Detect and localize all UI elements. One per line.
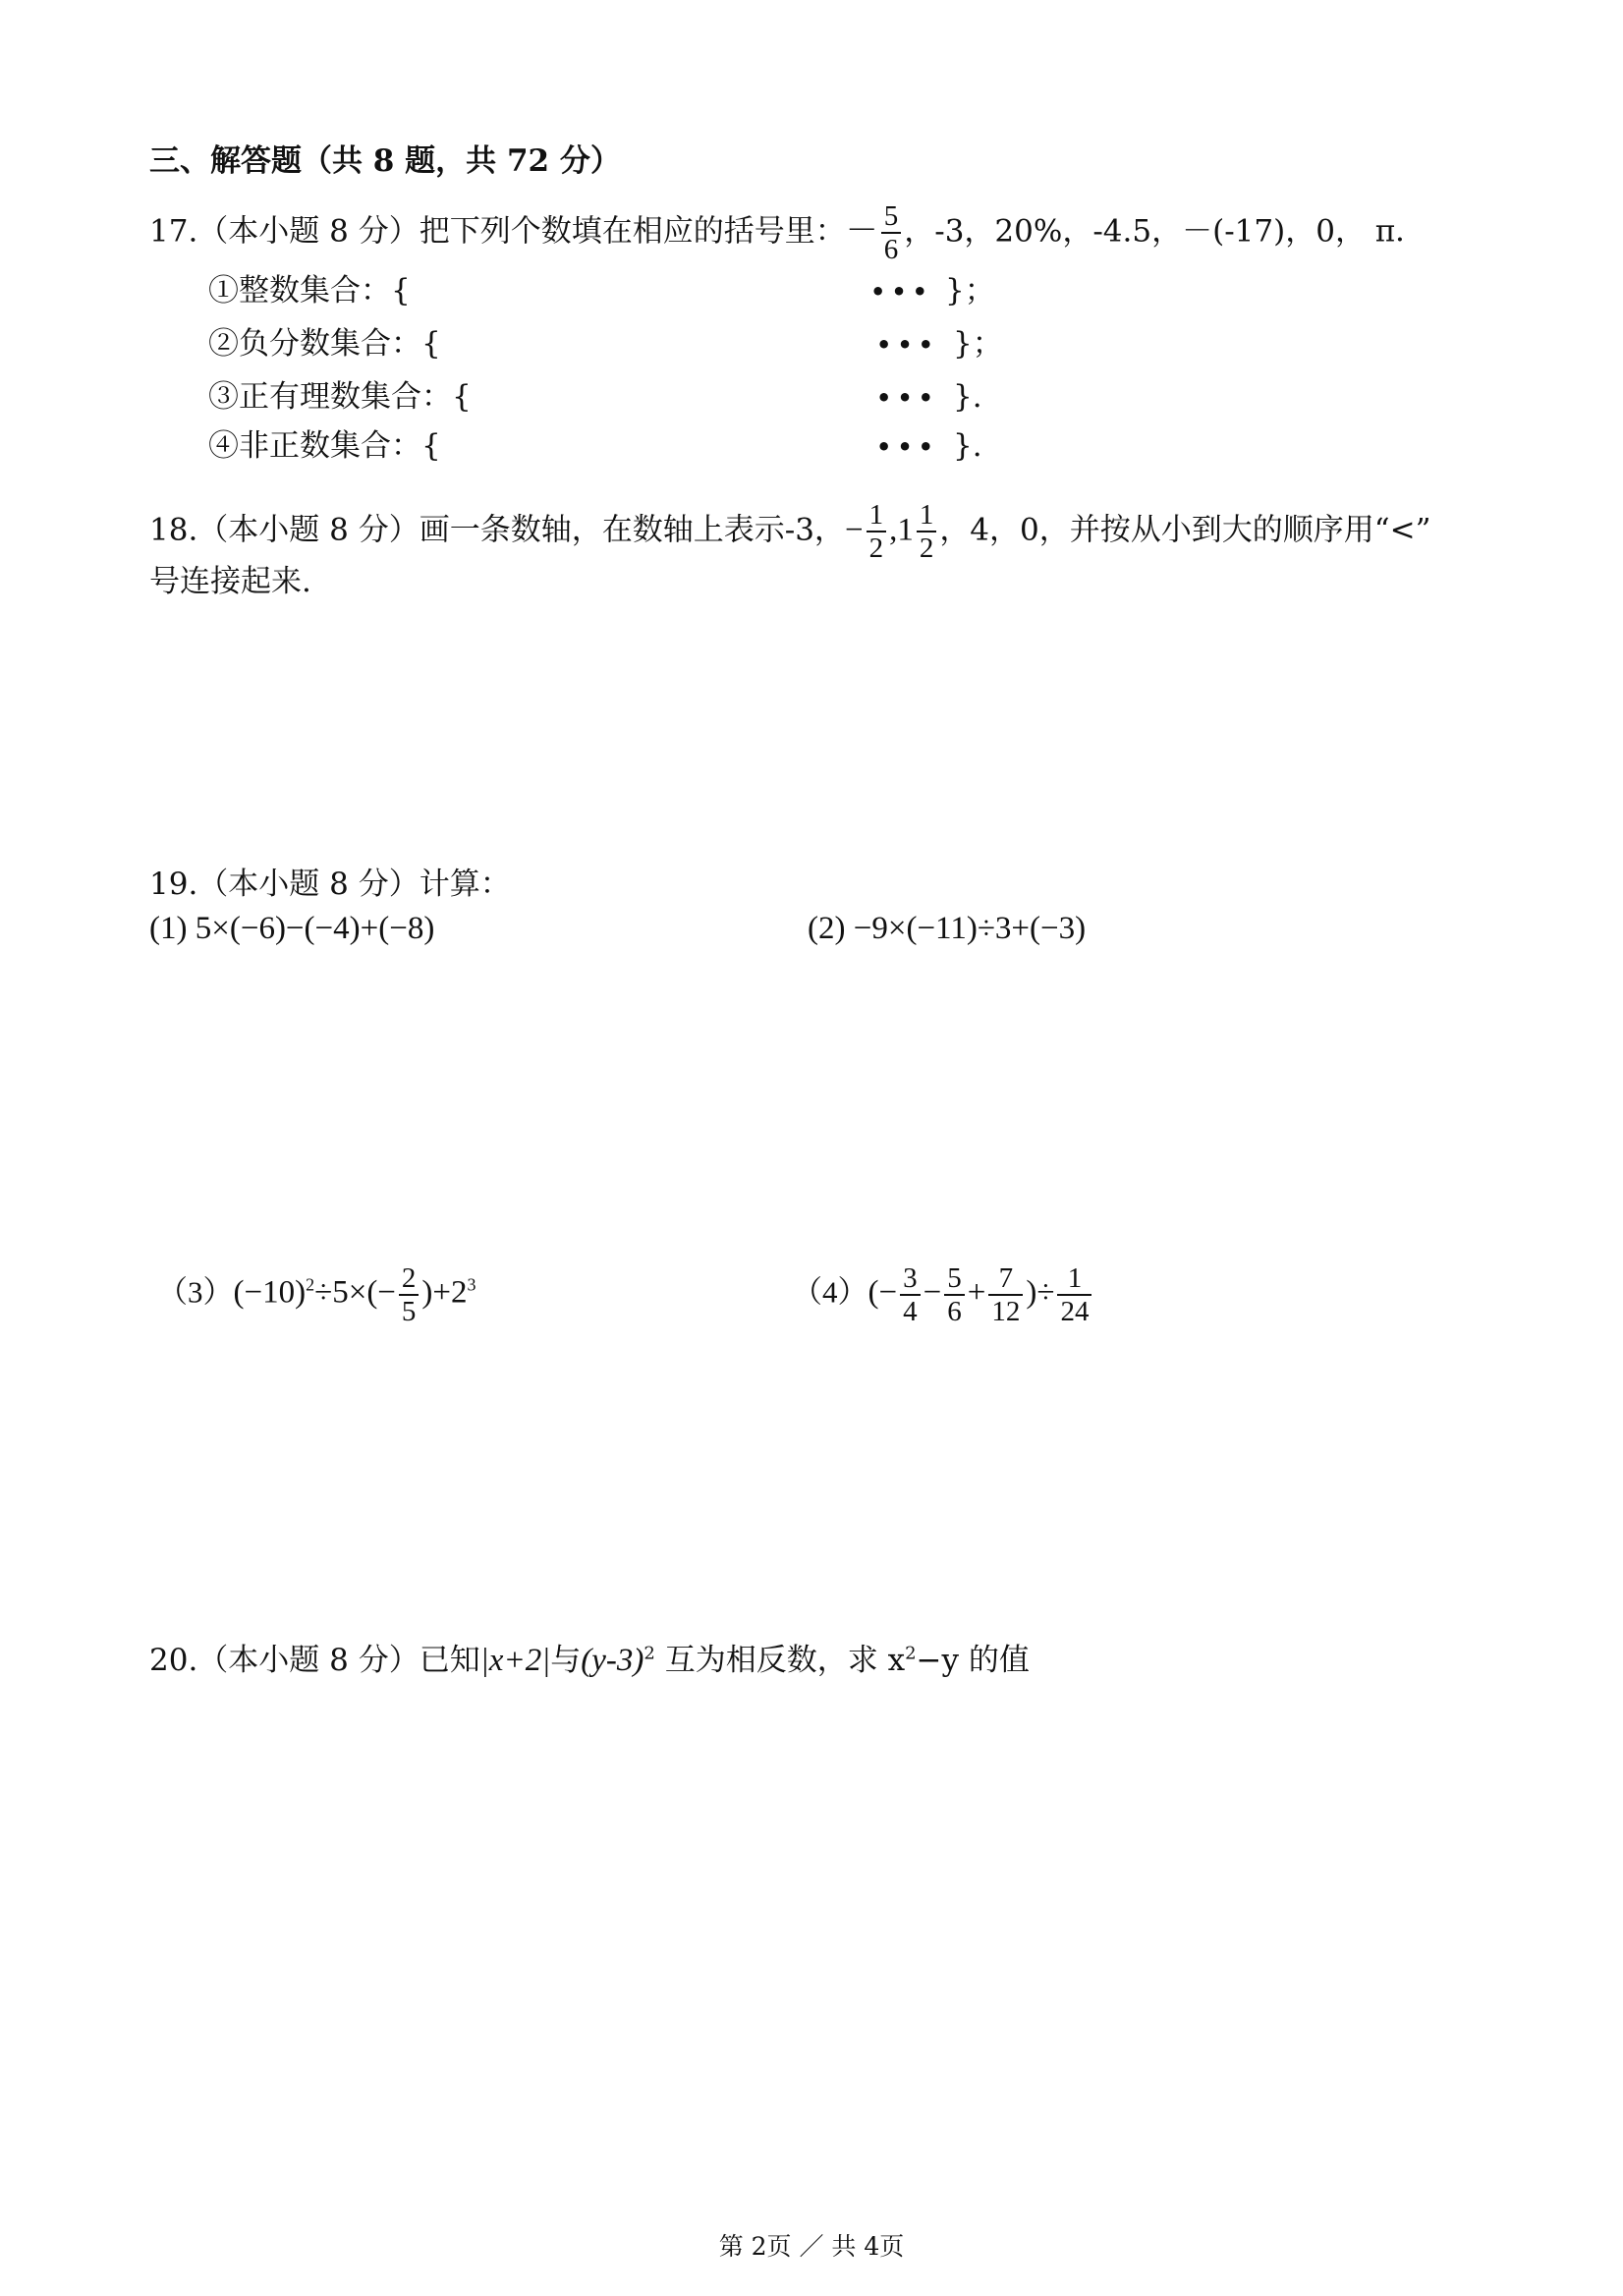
q19-p4-frac2 [944,1262,965,1327]
q17-fraction [881,200,902,265]
q19-p4-label: （4） [792,1274,868,1310]
q20-rest: 互为相反数，求 x [664,1643,906,1678]
q19-p4-f2-den: 6 [947,1296,962,1327]
set-positive-rational-ellipsis: ••• [876,384,940,412]
q20-square-expr: (y-3) [581,1643,644,1678]
set-integer-label: ①整数集合：{ [208,273,411,308]
q19-part3 [157,1262,476,1327]
q19-p3-tail: )+2 [421,1274,468,1311]
q18-mixed-whole: 1 [897,512,914,548]
question-20 [149,1641,1030,1680]
set-negative-fraction-label: ②负分数集合：{ [208,326,441,362]
q18-rest: ，4，0，并按从小到大的顺序用“<” [939,512,1431,548]
set-integer-ellipsis: ••• [870,278,934,306]
q19-p3-frac-den: 5 [401,1296,417,1327]
q20-mid: 与 [550,1643,582,1678]
q17-frac-num: 5 [881,200,902,234]
set-positive-rational-close: }. [953,379,982,415]
q18-f1-num: 1 [867,499,887,532]
q18-line2: 号连接起来. [149,564,311,599]
q19-p4-op2: + [967,1274,986,1311]
set-non-positive-label: ④非正数集合：{ [208,428,441,464]
q19-part2 [808,909,1086,948]
q19-p2-expr: −9×(−11)÷3+(−3) [853,911,1087,946]
question-19: 19.（本小题 8 分）计算： [149,867,511,902]
q18-fraction-half [867,499,887,564]
q19-p3-mid: ÷5×(− [314,1274,396,1311]
set-negative-fraction-close: }； [953,326,1003,362]
set-non-positive-ellipsis: ••• [876,433,940,461]
set-integer-close: }； [945,273,995,308]
q19-p4-frac1 [900,1262,921,1327]
section-title: 三、解答题（共 8 题，共 72 分） [149,143,621,179]
q18-label: 18.（本小题 8 分）画一条数轴，在数轴上表示-3， [149,512,845,548]
q18-mixed-fraction [917,499,937,564]
q20-square-exp: 2 [644,1643,655,1664]
set-negative-fraction-ellipsis: ••• [876,331,940,359]
q20-x-exp: 2 [905,1643,917,1664]
q19-p4-close: )÷ [1026,1274,1055,1311]
q19-p4-f3-den: 12 [991,1296,1021,1327]
q20-label: 20.（本小题 8 分）已知 [149,1643,480,1678]
q19-p3-frac-num: 2 [399,1262,420,1296]
q19-p4-f1-num: 3 [900,1262,921,1296]
q18-f2-num: 1 [917,499,937,532]
q19-p4-f3-num: 7 [988,1262,1023,1296]
q19-p1-expr: 5×(−6)−(−4)+(−8) [195,911,435,946]
q19-p2-label: (2) [808,911,846,946]
q17-label: 17.（本小题 8 分）把下列个数填在相应的括号里： [149,213,846,250]
q17-frac-den: 6 [883,234,899,265]
q19-p3-base: (−10) [233,1274,307,1311]
q19-part4 [792,1262,1094,1327]
q19-p3-fraction [399,1262,420,1327]
q19-p4-open: (− [867,1274,898,1311]
set-positive-rational-label: ③正有理数集合：{ [208,379,472,415]
q19-p4-frac4 [1057,1262,1091,1327]
q18-f1-den: 2 [868,532,884,564]
q19-part1 [149,909,434,948]
q19-p4-op1: − [923,1274,942,1311]
q19-p3-tail-exp: 3 [467,1274,476,1295]
q19-p3-exp: 2 [306,1274,315,1295]
q19-p3-label: （3） [157,1274,234,1310]
q18-f2-den: 2 [919,532,934,564]
set-non-positive-close: }. [953,428,982,464]
q18-neg-sign: − [844,512,864,548]
q17-number-list: ，-3，20%，-4.5，－(-17)，0， π． [904,213,1427,250]
question-18 [149,499,1430,564]
q18-comma: , [889,512,898,548]
q19-p4-frac3 [988,1262,1023,1327]
q19-p4-f1-den: 4 [903,1296,918,1327]
q19-p4-f4-num: 1 [1057,1262,1091,1296]
q19-p1-label: (1) [149,911,188,946]
question-17 [149,200,1426,265]
q20-tail: −y 的值 [916,1643,1030,1678]
page-number: 第 2页 ／ 共 4页 [718,2232,905,2261]
q17-neg-sign: － [845,213,878,250]
q19-p4-f4-den: 24 [1060,1296,1090,1327]
q19-p4-f2-num: 5 [944,1262,965,1296]
q20-abs-expr: |x+2| [479,1643,551,1678]
